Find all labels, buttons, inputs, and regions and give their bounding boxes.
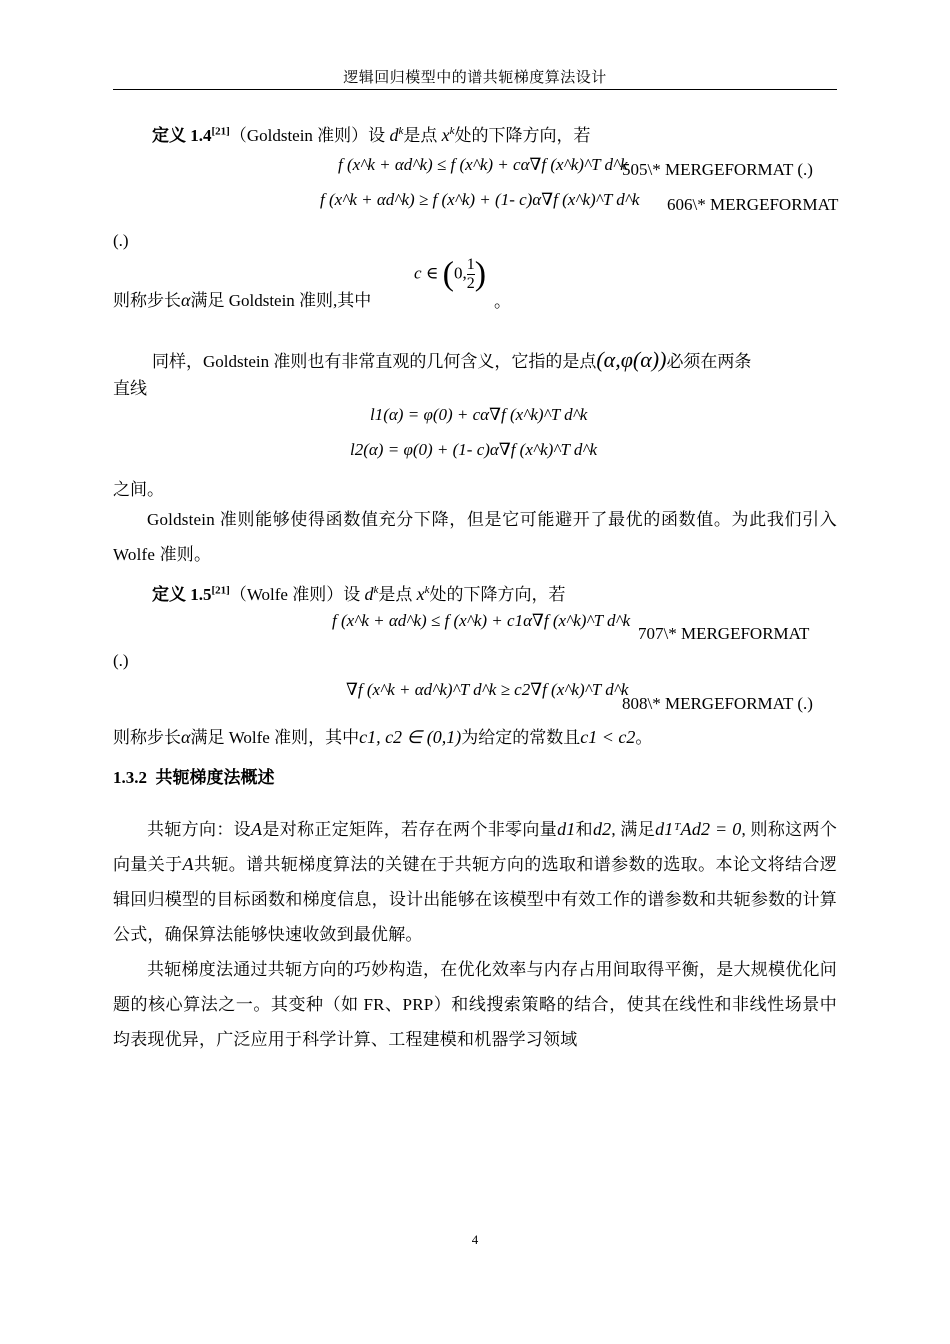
goldstein-c-range: c ∈ (0, $\frac{1}{2}$ ) <box>414 255 487 293</box>
between-text: 之间。 <box>113 480 164 499</box>
equation-606: f (x^k + αd^k) ≥ f (x^k) + (1- c)α∇f (x^k)^T d^k <box>320 190 640 209</box>
header-rule <box>113 89 837 90</box>
equation-tag-707: 707\* MERGEFORMAT <box>638 624 810 643</box>
equation-tag-505: 505\* MERGEFORMAT (.) <box>622 160 813 179</box>
wolfe-step-text: 则称步长α满足 Wolfe 准则，其中c1, c2 ∈ (0,1)为给定的常数且c1 < c2。 <box>113 727 653 747</box>
geom-text-cont: 直线 <box>113 379 147 398</box>
equation-tag-707-cont: (.) <box>113 651 129 670</box>
line-l1: l1(α) = φ(0) + cα∇f (x^k)^T d^k <box>370 405 588 424</box>
equation-tag-808: 808\* MERGEFORMAT (.) <box>622 694 813 713</box>
equation-808: ∇f (x^k + αd^k)^T d^k ≥ c2∇f (x^k)^T d^k <box>346 680 629 699</box>
definition-1-4 <box>152 118 590 149</box>
line-l2: l2(α) = φ(0) + (1- c)α∇f (x^k)^T d^k <box>350 440 598 459</box>
equation-505: f (x^k + αd^k) ≤ f (x^k) + cα∇f (x^k)^T d^k <box>338 155 628 174</box>
definition-label: 定义 1.4 <box>152 126 212 145</box>
definition-text: （Goldstein 准则）设 <box>229 126 386 145</box>
citation-ref: [21] <box>211 125 230 138</box>
conjugate-paragraph: 共轭方向：设A是对称正定矩阵，若存在两个非零向量d1和d2, 满足d1ᵀAd2 = 0, 则称这两个向量关于A共轭。谱共轭梯度算法的关键在于共轭方向的选取和谱参数的选取。本论文将结合逻辑回归模型的目标函数和梯度信息，设计出能够在该模型中有效工作的谱参数和共轭参数的计算公式，确保算法能够快速收敛到最优解。 <box>113 819 838 944</box>
equation-tag-606: 606\* MERGEFORMAT <box>667 195 839 214</box>
math-x: $x^k$ <box>441 125 455 145</box>
equation-707: f (x^k + αd^k) ≤ f (x^k) + c1α∇f (x^k)^T d^k <box>332 611 631 630</box>
running-header: 逻辑回归模型中的谱共轭梯度算法设计 <box>343 70 607 86</box>
equation-tag-606-cont: (.) <box>113 231 129 250</box>
goldstein-step-text: 则称步长α满足 Goldstein 准则,其中 <box>113 290 372 310</box>
page-number: 4 <box>471 1232 479 1247</box>
definition-1-5: 定义 1.5[21]（Wolfe 准则）设 $d^k$是点 $x^k$处的下降方向，若 <box>152 584 566 604</box>
section-heading: 1.3.2 共轭梯度法概述 <box>113 768 275 787</box>
conjugate-gradient-paragraph: 共轭梯度法通过共轭方向的巧妙构造，在优化效率与内存占用间取得平衡，是大规模优化问题的核心算法之一。其变种（如 FR、PRP）和线搜索策略的结合，使其在线性和非线性场景中均表现优异，广泛应用于科学计算、工程建模和机器学习领域 <box>113 960 837 1049</box>
geom-text: 同样，Goldstein 准则也有非常直观的几何含义，它指的是点(α,φ(α))必须在两条 <box>152 347 752 372</box>
definition-text: 处的下降方向，若 <box>454 126 591 145</box>
goldstein-paragraph: Goldstein 准则能够使得函数值充分下降，但是它可能避开了最优的函数值。为此我们引入 Wolfe 准则。 <box>113 510 837 564</box>
goldstein-end: 。 <box>494 292 511 311</box>
definition-text: 是点 <box>403 126 438 145</box>
math-d: $d^k$ <box>389 125 404 145</box>
